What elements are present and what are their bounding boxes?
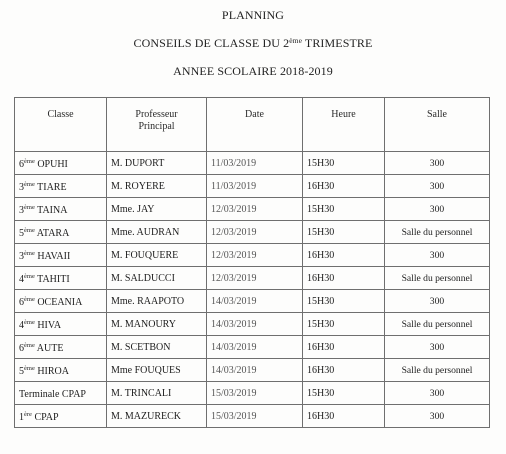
header-salle: Salle	[385, 98, 490, 152]
table-row	[15, 152, 490, 175]
cell-heure: 15H30	[303, 221, 385, 244]
class-level: 3	[19, 205, 24, 216]
class-name: HAVAII	[34, 251, 71, 262]
cell-classe	[15, 359, 107, 382]
header-classe: Classe	[15, 98, 107, 152]
class-name: CPAP	[31, 412, 59, 423]
class-level-superscript: ème	[24, 227, 35, 234]
cell-heure: 15H30	[303, 152, 385, 175]
cell-salle: 300	[385, 152, 490, 175]
class-level: 1	[19, 412, 24, 423]
cell-professeur: Mme FOUQUES	[107, 359, 207, 382]
document-subtitle	[0, 36, 506, 51]
class-name: HIVA	[34, 320, 62, 331]
cell-salle: 300	[385, 405, 490, 428]
cell-professeur: Mme. JAY	[107, 198, 207, 221]
cell-professeur: M. MANOURY	[107, 313, 207, 336]
cell-salle: Salle du personnel	[385, 221, 490, 244]
cell-professeur: Mme. AUDRAN	[107, 221, 207, 244]
table-row	[15, 290, 490, 313]
subtitle-suffix: TRIMESTRE	[302, 36, 373, 50]
cell-classe	[15, 267, 107, 290]
class-level: 6	[19, 343, 24, 354]
class-level-superscript: ème	[24, 319, 35, 326]
class-level-superscript: ème	[24, 158, 35, 165]
class-level: 5	[19, 366, 24, 377]
cell-date: 15/03/2019	[207, 382, 303, 405]
cell-classe	[15, 382, 107, 405]
class-level: 6	[19, 297, 24, 308]
class-level-superscript: ème	[24, 204, 35, 211]
cell-date: 12/03/2019	[207, 267, 303, 290]
class-name: HIROA	[34, 366, 69, 377]
class-name: TIARE	[34, 182, 67, 193]
subtitle-superscript: ème	[289, 36, 302, 45]
class-level: 5	[19, 228, 24, 239]
cell-date: 12/03/2019	[207, 244, 303, 267]
class-level-superscript: ème	[24, 296, 35, 303]
cell-salle: 300	[385, 290, 490, 313]
table-row	[15, 336, 490, 359]
class-level: 6	[19, 159, 24, 170]
class-level: Terminale CPAP	[19, 389, 86, 400]
cell-salle: Salle du personnel	[385, 267, 490, 290]
class-name: TAINA	[34, 205, 68, 216]
cell-date: 12/03/2019	[207, 198, 303, 221]
cell-heure: 15H30	[303, 313, 385, 336]
table-row	[15, 244, 490, 267]
header-heure: Heure	[303, 98, 385, 152]
class-level: 3	[19, 182, 24, 193]
cell-professeur: M. DUPORT	[107, 152, 207, 175]
cell-heure: 16H30	[303, 267, 385, 290]
cell-professeur: M. SCETBON	[107, 336, 207, 359]
cell-professeur: M. ROYERE	[107, 175, 207, 198]
cell-salle: 300	[385, 175, 490, 198]
class-level-superscript: ème	[24, 181, 35, 188]
class-level-superscript: ème	[24, 342, 35, 349]
cell-date: 11/03/2019	[207, 152, 303, 175]
class-level-superscript: ème	[24, 365, 35, 372]
subtitle-prefix: CONSEILS DE CLASSE DU 2	[133, 36, 290, 50]
cell-heure: 16H30	[303, 405, 385, 428]
table-row	[15, 175, 490, 198]
class-name: AUTE	[34, 343, 64, 354]
header-date: Date	[207, 98, 303, 152]
cell-salle: Salle du personnel	[385, 313, 490, 336]
cell-heure: 15H30	[303, 382, 385, 405]
class-name: TAHITI	[34, 274, 70, 285]
cell-professeur: Mme. RAAPOTO	[107, 290, 207, 313]
cell-professeur: M. FOUQUERE	[107, 244, 207, 267]
cell-classe	[15, 221, 107, 244]
header-prof-line2: Principal	[138, 121, 175, 132]
document-title: PLANNING	[221, 8, 285, 22]
cell-date: 12/03/2019	[207, 221, 303, 244]
table-row	[15, 267, 490, 290]
header-professeur-principal	[107, 98, 207, 152]
table-row	[15, 359, 490, 382]
cell-heure: 16H30	[303, 359, 385, 382]
cell-professeur: M. MAZURECK	[107, 405, 207, 428]
table-row	[15, 221, 490, 244]
cell-classe	[15, 405, 107, 428]
table-row	[15, 198, 490, 221]
cell-salle: Salle du personnel	[385, 359, 490, 382]
table-header-row	[15, 98, 490, 152]
class-level-superscript: ère	[24, 411, 32, 418]
cell-classe	[15, 198, 107, 221]
school-year: ANNEE SCOLAIRE 2018-2019	[173, 64, 333, 78]
class-level-superscript: ème	[24, 273, 35, 280]
class-level-superscript: ème	[24, 250, 35, 257]
class-name: OCEANIA	[34, 297, 83, 308]
cell-date: 14/03/2019	[207, 313, 303, 336]
cell-heure: 16H30	[303, 244, 385, 267]
cell-salle: 300	[385, 198, 490, 221]
cell-classe	[15, 290, 107, 313]
cell-classe	[15, 336, 107, 359]
cell-salle: 300	[385, 244, 490, 267]
cell-professeur: M. TRINCALI	[107, 382, 207, 405]
cell-heure: 15H30	[303, 198, 385, 221]
cell-salle: 300	[385, 382, 490, 405]
table-row	[15, 382, 490, 405]
table-row	[15, 405, 490, 428]
cell-classe	[15, 152, 107, 175]
header-prof-line1: Professeur	[135, 109, 178, 120]
cell-date: 14/03/2019	[207, 359, 303, 382]
cell-date: 14/03/2019	[207, 336, 303, 359]
class-level: 4	[19, 274, 24, 285]
cell-classe	[15, 244, 107, 267]
class-name: ATARA	[34, 228, 70, 239]
class-level: 3	[19, 251, 24, 262]
cell-classe	[15, 175, 107, 198]
cell-heure: 16H30	[303, 336, 385, 359]
cell-salle: 300	[385, 336, 490, 359]
cell-heure: 15H30	[303, 290, 385, 313]
class-level: 4	[19, 320, 24, 331]
cell-date: 14/03/2019	[207, 290, 303, 313]
cell-professeur: M. SALDUCCI	[107, 267, 207, 290]
planning-table	[14, 97, 490, 428]
cell-heure: 16H30	[303, 175, 385, 198]
class-name: OPUHI	[34, 159, 68, 170]
cell-classe	[15, 313, 107, 336]
cell-date: 15/03/2019	[207, 405, 303, 428]
table-row	[15, 313, 490, 336]
cell-date: 11/03/2019	[207, 175, 303, 198]
